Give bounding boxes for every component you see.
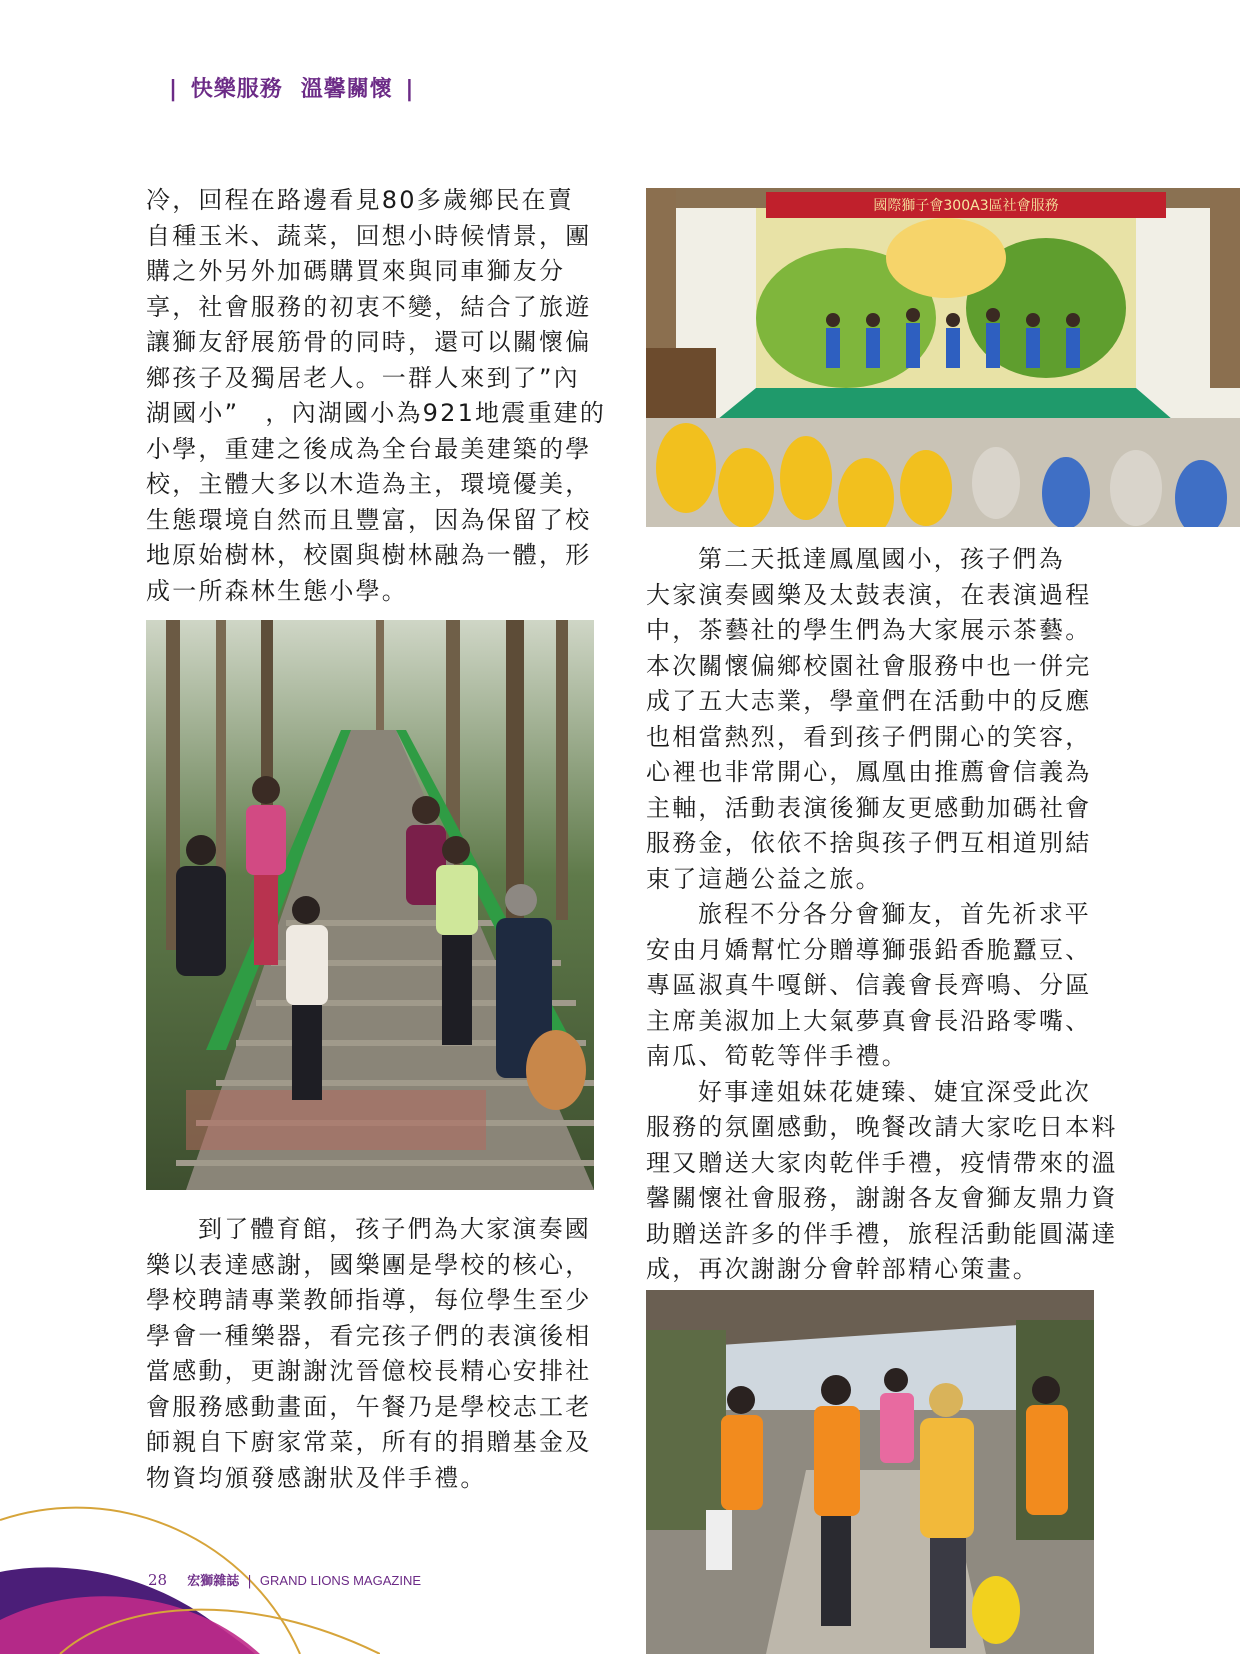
text-line: 小學，重建之後成為全台最美建築的學 [146, 434, 592, 463]
magazine-name-en: GRAND LIONS MAGAZINE [259, 1573, 421, 1588]
magazine-name-zh: 宏獅雜誌 [187, 1574, 240, 1589]
page-number: 28 [148, 1571, 168, 1589]
text-line: 鄉孩子及獨居老人。一群人來到了”內 [146, 363, 580, 392]
text-line: 安由月嬌幫忙分贈導獅張鉛香脆蠶豆、 [646, 935, 1092, 964]
text-line: 學校聘請專業教師指導，每位學生至少 [146, 1286, 592, 1314]
text-line: 生態環境自然而且豐富，因為保留了校 [146, 505, 592, 534]
page-footer [148, 1570, 421, 1589]
text-line: 讓獅友舒展筋骨的同時，還可以關懷偏 [146, 328, 592, 356]
photo-group-walking [646, 1290, 1094, 1654]
header-title-part2: 溫馨關懷 [300, 77, 393, 102]
text-line: 地原始樹林，校園與樹林融為一體，形 [146, 541, 592, 569]
text-line: 中，茶藝社的學生們為大家展示茶藝。 [646, 616, 1092, 644]
text-line: 理又贈送大家肉乾伴手禮，疫情帶來的溫 [646, 1148, 1118, 1177]
text-line: 心裡也非常開心，鳳凰由推薦會信義為 [646, 758, 1092, 786]
text-line: 南瓜、筍乾等伴手禮。 [646, 1042, 908, 1070]
text-line: 成，再次謝謝分會幹部精心策畫。 [646, 1255, 1039, 1283]
text-line: 旅程不分各分會獅友，首先祈求平 [698, 900, 1091, 928]
text-line: 享，社會服務的初衷不變，結合了旅遊 [146, 292, 592, 321]
header-bar-right: | [405, 77, 415, 102]
text-line: 馨關懷社會服務，謝謝各友會獅友鼎力資 [646, 1184, 1118, 1212]
text-line: 到了體育館，孩子們為大家演奏國 [198, 1215, 591, 1243]
text-line: 好事達姐妹花婕臻、婕宜深受此次 [698, 1077, 1091, 1106]
text-line: 校，主體大多以木造為主，環境優美， [146, 470, 592, 498]
text-line: 第二天抵達鳳凰國小，孩子們為 [698, 545, 1065, 573]
text-line: 成了五大志業，學童們在活動中的反應 [646, 687, 1092, 715]
article-left-bottom [146, 1212, 592, 1496]
photo-stage-performance [646, 188, 1240, 527]
text-line: 冷，回程在路邊看見80多歲鄉民在賣 [146, 186, 574, 214]
text-line: 當感動，更謝謝沈晉億校長精心安排社 [146, 1357, 592, 1385]
text-line: 專區淑真牛嘎餅、信義會長齊鳴、分區 [646, 971, 1092, 999]
text-line: 師親自下廚家常菜，所有的捐贈基金及 [146, 1428, 592, 1456]
text-line: 服務的氛圍感動，晚餐改請大家吃日本料 [646, 1113, 1118, 1141]
text-line: 會服務感動畫面，午餐乃是學校志工老 [146, 1392, 592, 1421]
text-line: 助贈送許多的伴手禮，旅程活動能圓滿達 [646, 1219, 1118, 1248]
footer-separator: | [247, 1574, 252, 1589]
text-line: 學會一種樂器，看完孩子們的表演後相 [146, 1321, 592, 1350]
text-line: 物資均頒發感謝狀及伴手禮。 [146, 1463, 487, 1492]
text-line: 本次關懷偏鄉校園社會服務中也一併完 [646, 651, 1092, 680]
header-bar-left: | [169, 77, 179, 102]
header-title-part1: 快樂服務 [190, 77, 283, 102]
text-line: 服務金，依依不捨與孩子們互相道別結 [646, 829, 1092, 857]
section-header [165, 72, 418, 103]
text-line: 成一所森林生態小學。 [146, 576, 408, 605]
text-line: 樂以表達感謝，國樂團是學校的核心， [146, 1250, 592, 1279]
text-line: 湖國小” ，內湖國小為921地震重建的 [146, 399, 607, 427]
text-line: 主席美淑加上大氣夢真會長沿路零嘴、 [646, 1006, 1092, 1035]
text-line: 購之外另外加碼購買來與同車獅友分 [146, 257, 566, 285]
photo-stairs-group [146, 620, 594, 1190]
article-left-top [146, 183, 607, 609]
text-line: 主軸，活動表演後獅友更感動加碼社會 [646, 793, 1092, 822]
text-line: 也相當熱烈，看到孩子們開心的笑容， [646, 722, 1092, 751]
stage-banner-text: 國際獅子會300A3區社會服務 [873, 198, 1059, 214]
text-line: 大家演奏國樂及太鼓表演，在表演過程 [646, 580, 1092, 609]
article-right [646, 542, 1118, 1288]
text-line: 束了這趟公益之旅。 [646, 864, 882, 893]
text-line: 自種玉米、蔬菜，回想小時候情景，團 [146, 221, 592, 250]
